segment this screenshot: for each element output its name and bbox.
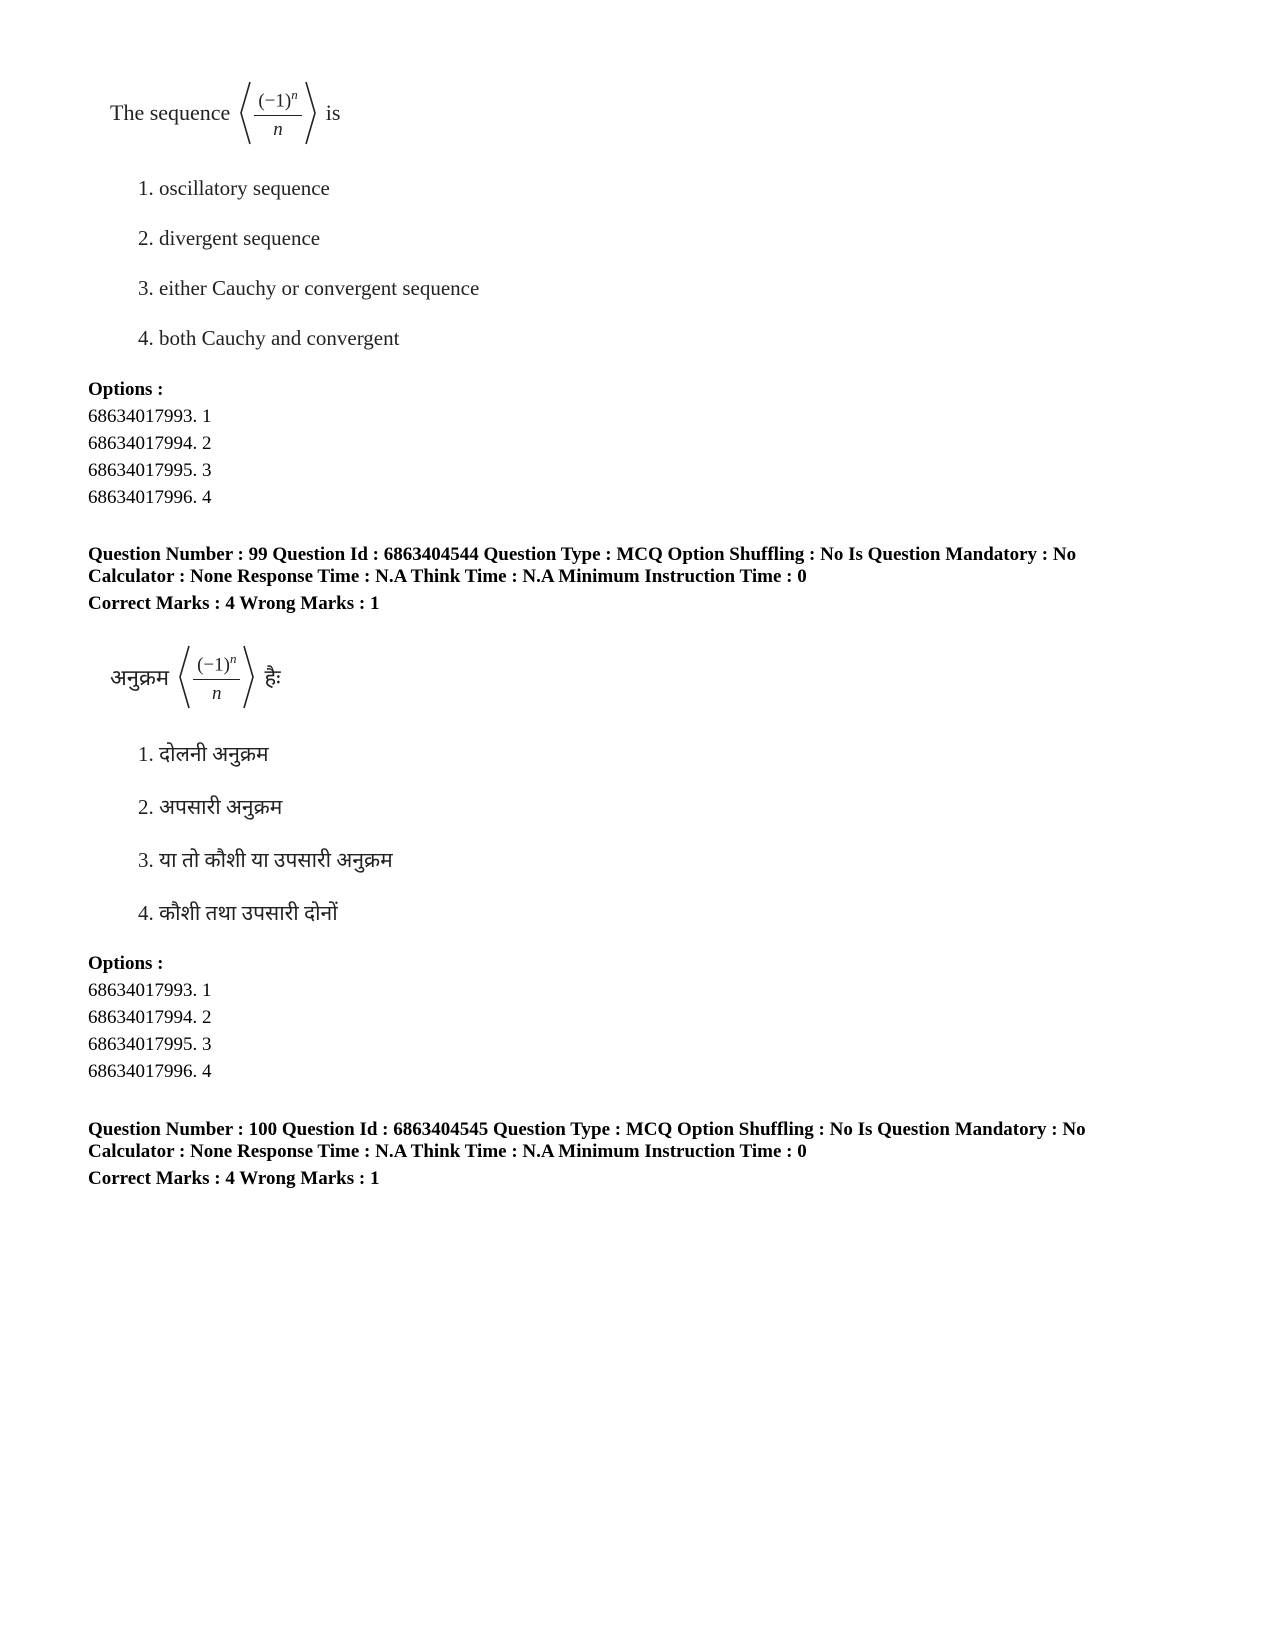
- options-label: Options :: [88, 953, 164, 974]
- choice-item: 4. कौशी तथा उपसारी दोनों: [138, 901, 338, 925]
- question-98-stem: [110, 78, 479, 148]
- option-row: 68634017993. 1: [88, 980, 212, 1001]
- fraction-numerator: [193, 648, 240, 679]
- choice-item: 2. अपसारी अनुक्रम: [138, 795, 283, 819]
- sequence-expression: [238, 80, 317, 146]
- option-row: 68634017994. 2: [88, 1007, 212, 1028]
- choice-item: 3. either Cauchy or convergent sequence: [138, 276, 480, 300]
- choice-item: 4. both Cauchy and convergent: [138, 326, 400, 350]
- question-99-image: [110, 642, 393, 925]
- question-98-image: [110, 78, 479, 350]
- fraction-denominator: n: [273, 118, 283, 140]
- question-header-line: Calculator : None Response Time : N.A Think Time : N.A Minimum Instruction Time : 0: [88, 1141, 807, 1162]
- stem-suffix: is: [325, 100, 341, 125]
- question-99-choices: [110, 742, 393, 925]
- option-row: 68634017995. 3: [88, 460, 212, 481]
- numerator-base: (−1): [197, 654, 230, 676]
- choice-item: 1. oscillatory sequence: [138, 176, 330, 200]
- left-angle-bracket-icon: [177, 644, 191, 710]
- marks-line: Correct Marks : 4 Wrong Marks : 1: [88, 593, 380, 614]
- question-98-options: [88, 377, 212, 511]
- options-label: Options :: [88, 379, 164, 400]
- option-row: 68634017994. 2: [88, 433, 212, 454]
- fraction: [252, 84, 303, 141]
- numerator-exponent: n: [291, 87, 298, 103]
- numerator-base: (−1): [258, 90, 292, 112]
- question-header-line: Question Number : 99 Question Id : 6863404544 Question Type : MCQ Option Shuffling : No Is Question Mandatory : No: [88, 544, 1077, 565]
- choice-item: 3. या तो कौशी या उपसारी अनुक्रम: [138, 848, 393, 872]
- sequence-expression: [177, 644, 256, 710]
- stem-prefix: अनुक्रम: [110, 665, 170, 690]
- option-row: 68634017995. 3: [88, 1034, 212, 1055]
- fraction-denominator: n: [212, 682, 222, 704]
- numerator-exponent: n: [229, 651, 237, 667]
- option-row: 68634017996. 4: [88, 487, 212, 508]
- question-100-header: [88, 1119, 1086, 1190]
- marks-line: Correct Marks : 4 Wrong Marks : 1: [88, 1168, 380, 1189]
- question-99-header: [88, 544, 1076, 615]
- stem-prefix: The sequence: [110, 100, 231, 125]
- stem-suffix: हैः: [264, 665, 281, 690]
- left-angle-bracket-icon: [238, 80, 252, 146]
- choice-item: 2. divergent sequence: [138, 226, 321, 250]
- right-angle-bracket-icon: [304, 80, 318, 146]
- question-99-options: [88, 951, 212, 1085]
- right-angle-bracket-icon: [242, 644, 256, 710]
- choice-item: 1. दोलनी अनुक्रम: [138, 742, 269, 766]
- fraction: [191, 648, 242, 705]
- question-98-choices: [110, 176, 479, 350]
- question-99-stem: [110, 642, 393, 712]
- option-row: 68634017993. 1: [88, 406, 212, 427]
- question-header-line: Question Number : 100 Question Id : 6863404545 Question Type : MCQ Option Shuffling : No Is Question Mandatory : No: [88, 1119, 1086, 1140]
- fraction-numerator: [254, 84, 301, 115]
- option-row: 68634017996. 4: [88, 1061, 212, 1082]
- question-header-line: Calculator : None Response Time : N.A Think Time : N.A Minimum Instruction Time : 0: [88, 566, 807, 587]
